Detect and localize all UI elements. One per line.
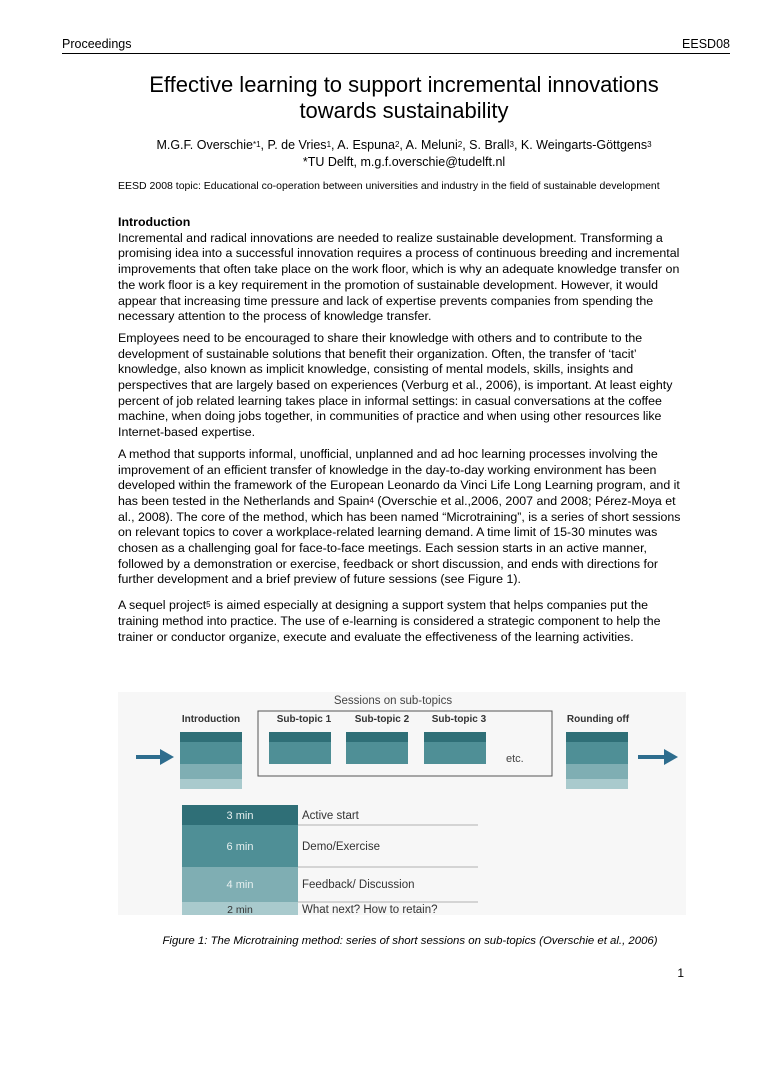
author-3: , A. Espuna: [331, 138, 395, 152]
sub-topic-3-label: Sub-topic 3: [431, 714, 487, 725]
time-feedback: 4 min: [226, 879, 254, 891]
header-left: Proceedings: [62, 37, 132, 51]
footnote-ref-4: 4: [369, 495, 374, 505]
sub-topic-1-label: Sub-topic 1: [276, 714, 332, 725]
paragraph-2: Employees need to be encouraged to share their knowledge with others and to contribute to the development of sustainable solutions that benefit their organization. Often, the transfer of ‘tacit’ knowledge, also known as implicit knowledge, consisting of mental models, skills, insights and perspectives that are largely based on experiences (Verburg et al., 2006), is important. At least eighty percent of job related learning takes place in informal settings: in casual conversations at the coffee machine, when doing jobs together, in communities of practice and when using other resources like Internet-based expertise.: [118, 330, 673, 440]
sessions-label: Sessions on sub-topics: [333, 695, 453, 707]
author-6-sup: 3: [647, 140, 652, 149]
running-header: [62, 33, 730, 54]
paragraph-4-part-a: A sequel project: [118, 598, 207, 613]
body-text: [118, 215, 690, 651]
sub-topic-2-stack: [346, 732, 408, 764]
rounding-off-label: Rounding off: [566, 714, 630, 725]
author-6: , K. Weingarts-Göttgens: [513, 138, 648, 152]
rounding-off-stack: [566, 732, 628, 789]
label-demo: Demo/Exercise: [302, 841, 380, 853]
author-1: M.G.F. Overschie: [156, 138, 253, 152]
author-3-sup: 2: [394, 140, 400, 149]
author-5-sup: 3: [509, 140, 514, 149]
author-block: [70, 137, 738, 171]
topic-line: EESD 2008 topic: Educational co-operation between universities and industry in the field of sustainable development: [118, 180, 660, 192]
sub-topic-3-stack: [424, 732, 486, 764]
label-feedback: Feedback/ Discussion: [302, 879, 415, 891]
paragraph-3-part-b: (Overschie et al.,2006, 2007 and 2008; Pérez-Moya et al., 2008). The core of the method, which has been named “Microtraining”, is a series of short sessions on relevant topics to cover a workplace-related learning demand. A time limit of 15-30 minutes was chosen as a challenging goal for face-to-face meetings. Each session starts in an active manner, followed by a demonstration or exercise, feedback or short discussion, and ends with directions for further development and a brief preview of future sessions (see Figure 1).: [118, 493, 681, 587]
etc-label: etc.: [506, 753, 524, 765]
paragraph-3-part-a: A method that supports informal, unofficial, unplanned and ad hoc learning processes involving the improvement of an efficient transfer of knowledge in the day-to-day working environment has been developed within the framework of the European Leonardo da Vinci Life Long Learning program, and it has been tested in the Netherlands and Spain: [118, 446, 680, 508]
title-line-2: towards sustainability: [299, 98, 509, 123]
paragraph-4-part-b: is aimed especially at designing a support system that helps companies put the training method into practice. The use of e-learning is considered a strategic component to help the trainer or conductor organize, execute and evaluate the effectiveness of the learning activities.: [118, 598, 661, 644]
intro-stack: [180, 732, 242, 789]
author-4-sup: 2: [457, 140, 463, 149]
paragraph-1: Incremental and radical innovations are needed to realize sustainable development. Transforming a promising idea into a successful innovation requires a process of continuous breeding and incremental improvements that often take place on the work floor, which is why an adequate knowledge transfer on the work floor is a key requirement in the promotion of sustainable development. However, it would appear that increasing time pressure and lack of expertise prevents companies from spending the necessary attention to the process of knowledge transfer.: [118, 230, 680, 324]
figure-caption: Figure 1: The Microtraining method: series of short sessions on sub-topics (Overschie et al., 2006): [162, 935, 658, 947]
author-1-sup: *1: [252, 140, 261, 149]
time-active-start: 3 min: [226, 810, 254, 822]
time-demo: 6 min: [226, 841, 254, 853]
label-what-next: What next? How to retain?: [302, 904, 438, 915]
microtraining-figure: [118, 692, 686, 915]
paragraph-4: [118, 598, 690, 645]
title-line-1: Effective learning to support incremental innovations: [149, 72, 659, 97]
time-what-next: 2 min: [227, 904, 253, 915]
intro-label: Introduction: [181, 714, 241, 725]
page-number: 1: [677, 966, 684, 980]
author-list: [70, 137, 738, 154]
affiliation: *TU Delft, m.g.f.overschie@tudelft.nl: [302, 155, 506, 169]
paper-title: [70, 72, 738, 124]
author-5: , S. Brall: [462, 138, 510, 152]
label-active-start: Active start: [302, 810, 359, 822]
sub-topic-2-label: Sub-topic 2: [354, 714, 410, 725]
footnote-ref-5: 5: [206, 600, 211, 610]
author-2-sup: 1: [326, 140, 332, 149]
sub-topic-1-stack: [269, 732, 331, 764]
author-2: , P. de Vries: [260, 138, 327, 152]
header-right: EESD08: [682, 37, 730, 51]
author-4: , A. Meluni: [399, 138, 458, 152]
paragraph-3: [118, 447, 690, 588]
section-heading: Introduction: [118, 215, 191, 229]
